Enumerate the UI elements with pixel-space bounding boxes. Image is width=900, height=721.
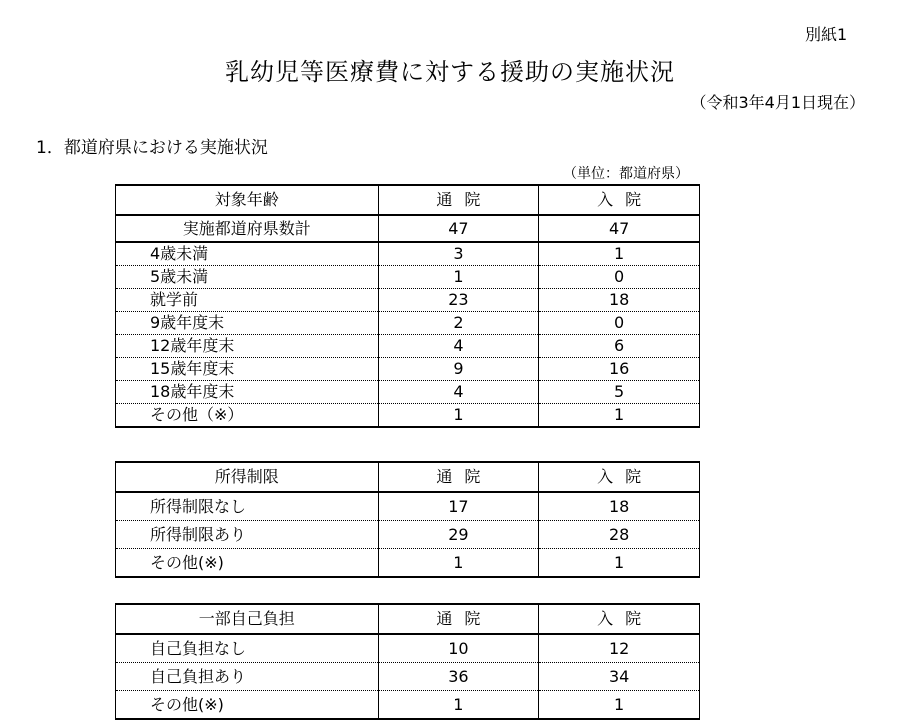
- row-label: 15歳年度末: [116, 358, 379, 381]
- table-header-row: [116, 462, 700, 492]
- annex-label: 別紙1: [805, 25, 848, 44]
- income-limit-table: [115, 461, 700, 578]
- document-title: 乳幼児等医療費に対する援助の実施状況: [225, 58, 675, 86]
- row-inpatient: 0: [539, 266, 700, 289]
- row-label: 就学前: [116, 289, 379, 312]
- row-label: 12歳年度末: [116, 335, 379, 358]
- row-outpatient: 1: [378, 404, 539, 428]
- row-inpatient: 18: [539, 492, 700, 521]
- table-row: [116, 404, 700, 428]
- row-label: 自己負担なし: [116, 634, 379, 663]
- row-inpatient: 0: [539, 312, 700, 335]
- header-inpatient: 入院: [539, 185, 700, 215]
- row-inpatient: 16: [539, 358, 700, 381]
- row-inpatient: 1: [539, 404, 700, 428]
- row-label: 所得制限あり: [116, 521, 379, 549]
- table-header-row: [116, 604, 700, 634]
- row-outpatient: 2: [378, 312, 539, 335]
- row-label: 4歳未満: [116, 242, 379, 266]
- row-label: 9歳年度末: [116, 312, 379, 335]
- header-inpatient: 入院: [539, 462, 700, 492]
- header-copay: 一部自己負担: [116, 604, 379, 634]
- row-inpatient: 12: [539, 634, 700, 663]
- row-inpatient: 1: [539, 549, 700, 578]
- table-row: [116, 289, 700, 312]
- table-row: [116, 492, 700, 521]
- row-outpatient: 29: [378, 521, 539, 549]
- row-outpatient: 9: [378, 358, 539, 381]
- row-label: その他(※): [116, 549, 379, 578]
- row-outpatient: 17: [378, 492, 539, 521]
- row-inpatient: 5: [539, 381, 700, 404]
- total-row: [116, 215, 700, 242]
- row-label: 所得制限なし: [116, 492, 379, 521]
- row-inpatient: 1: [539, 691, 700, 720]
- header-income-limit: 所得制限: [116, 462, 379, 492]
- table-row: [116, 663, 700, 691]
- row-outpatient: 4: [378, 381, 539, 404]
- row-outpatient: 36: [378, 663, 539, 691]
- table-row: [116, 312, 700, 335]
- row-inpatient: 18: [539, 289, 700, 312]
- age-table: [115, 184, 700, 428]
- row-outpatient: 23: [378, 289, 539, 312]
- row-label: 18歳年度末: [116, 381, 379, 404]
- as-of-date: （令和3年4月1日現在）: [690, 93, 865, 112]
- row-inpatient: 28: [539, 521, 700, 549]
- header-outpatient: 通院: [378, 185, 539, 215]
- row-outpatient: 10: [378, 634, 539, 663]
- row-inpatient: 34: [539, 663, 700, 691]
- table-row: [116, 691, 700, 720]
- total-inpatient: 47: [539, 215, 700, 242]
- row-outpatient: 1: [378, 266, 539, 289]
- row-inpatient: 1: [539, 242, 700, 266]
- table-row: [116, 335, 700, 358]
- table-row: [116, 521, 700, 549]
- table-row: [116, 242, 700, 266]
- row-label: その他（※）: [116, 404, 379, 428]
- row-outpatient: 4: [378, 335, 539, 358]
- header-age: 対象年齢: [116, 185, 379, 215]
- total-outpatient: 47: [378, 215, 539, 242]
- table-row: [116, 358, 700, 381]
- header-outpatient: 通院: [378, 462, 539, 492]
- table-row: [116, 634, 700, 663]
- row-label: その他(※): [116, 691, 379, 720]
- row-inpatient: 6: [539, 335, 700, 358]
- row-label: 5歳未満: [116, 266, 379, 289]
- table-row: [116, 266, 700, 289]
- header-inpatient: 入院: [539, 604, 700, 634]
- row-outpatient: 3: [378, 242, 539, 266]
- unit-note: （単位：都道府県）: [563, 166, 689, 182]
- table-row: [116, 549, 700, 578]
- table-row: [116, 381, 700, 404]
- section-heading: 1．都道府県における実施状況: [36, 138, 268, 158]
- row-label: 自己負担あり: [116, 663, 379, 691]
- header-outpatient: 通院: [378, 604, 539, 634]
- total-label: 実施都道府県数計: [116, 215, 379, 242]
- table-header-row: [116, 185, 700, 215]
- row-outpatient: 1: [378, 549, 539, 578]
- row-outpatient: 1: [378, 691, 539, 720]
- copay-table: [115, 603, 700, 720]
